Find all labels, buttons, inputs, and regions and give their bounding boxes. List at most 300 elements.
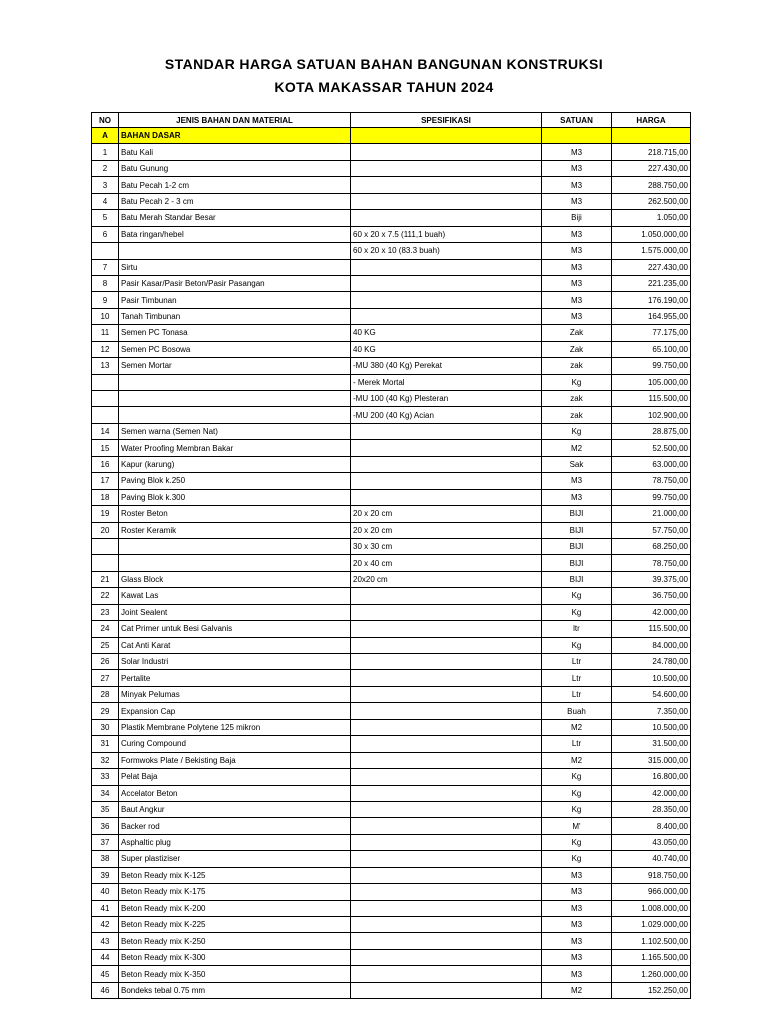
- row-number-cell: 44: [92, 949, 119, 965]
- table-row: [92, 571, 691, 587]
- row-number-cell: A: [92, 128, 119, 144]
- material-name-cell: Kawat Las: [119, 588, 351, 604]
- price-cell: 288.750,00: [612, 177, 691, 193]
- specification-cell: [351, 292, 542, 308]
- unit-cell: M': [542, 818, 612, 834]
- unit-cell: Kg: [542, 785, 612, 801]
- row-number-cell: 18: [92, 489, 119, 505]
- specification-cell: 20 x 20 cm: [351, 506, 542, 522]
- material-name-cell: Batu Kali: [119, 144, 351, 160]
- price-cell: 918.750,00: [612, 867, 691, 883]
- unit-cell: M2: [542, 440, 612, 456]
- row-number-cell: 35: [92, 801, 119, 817]
- material-name-cell: Tanah Timbunan: [119, 308, 351, 324]
- price-cell: 84.000,00: [612, 637, 691, 653]
- price-cell: 1.575.000,00: [612, 243, 691, 259]
- specification-cell: [351, 637, 542, 653]
- unit-cell: zak: [542, 358, 612, 374]
- unit-cell: Kg: [542, 604, 612, 620]
- row-number-cell: [92, 407, 119, 423]
- specification-cell: [351, 423, 542, 439]
- row-number-cell: 23: [92, 604, 119, 620]
- material-name-cell: [119, 555, 351, 571]
- row-number-cell: 21: [92, 571, 119, 587]
- price-cell: 10.500,00: [612, 670, 691, 686]
- table-row: [92, 949, 691, 965]
- material-name-cell: Pertalite: [119, 670, 351, 686]
- table-row: [92, 522, 691, 538]
- specification-cell: [351, 489, 542, 505]
- price-cell: 28.350,00: [612, 801, 691, 817]
- price-cell: 966.000,00: [612, 884, 691, 900]
- material-name-cell: Backer rod: [119, 818, 351, 834]
- specification-cell: 20 x 20 cm: [351, 522, 542, 538]
- row-number-cell: [92, 555, 119, 571]
- table-row: [92, 358, 691, 374]
- price-cell: 78.750,00: [612, 555, 691, 571]
- row-number-cell: [92, 374, 119, 390]
- row-number-cell: 1: [92, 144, 119, 160]
- price-cell: 63.000,00: [612, 456, 691, 472]
- material-name-cell: Paving Blok k.300: [119, 489, 351, 505]
- unit-cell: M2: [542, 752, 612, 768]
- price-cell: 221.235,00: [612, 275, 691, 291]
- table-row: [92, 325, 691, 341]
- material-name-cell: Batu Gunung: [119, 160, 351, 176]
- specification-cell: [351, 900, 542, 916]
- table-row: [92, 226, 691, 242]
- table-row: [92, 966, 691, 982]
- specification-cell: [351, 703, 542, 719]
- row-number-cell: 27: [92, 670, 119, 686]
- specification-cell: [351, 851, 542, 867]
- row-number-cell: 22: [92, 588, 119, 604]
- unit-cell: M3: [542, 900, 612, 916]
- material-name-cell: Joint Sealent: [119, 604, 351, 620]
- price-cell: 24.780,00: [612, 654, 691, 670]
- row-number-cell: 39: [92, 867, 119, 883]
- specification-cell: [351, 160, 542, 176]
- unit-cell: ltr: [542, 621, 612, 637]
- unit-cell: M3: [542, 193, 612, 209]
- unit-cell: M3: [542, 473, 612, 489]
- table-row: [92, 686, 691, 702]
- row-number-cell: 41: [92, 900, 119, 916]
- price-cell: 227.430,00: [612, 259, 691, 275]
- header-no: NO: [92, 113, 119, 128]
- material-name-cell: Super plastiziser: [119, 851, 351, 867]
- specification-cell: [351, 210, 542, 226]
- header-material-name: JENIS BAHAN DAN MATERIAL: [119, 113, 351, 128]
- table-row: [92, 785, 691, 801]
- unit-cell: M3: [542, 949, 612, 965]
- specification-cell: 20x20 cm: [351, 571, 542, 587]
- row-number-cell: 8: [92, 275, 119, 291]
- price-cell: 52.500,00: [612, 440, 691, 456]
- price-cell: 77.175,00: [612, 325, 691, 341]
- table-row: [92, 407, 691, 423]
- table-row: [92, 752, 691, 768]
- specification-cell: [351, 769, 542, 785]
- table-row: [92, 917, 691, 933]
- price-cell: 1.260.000,00: [612, 966, 691, 982]
- row-number-cell: 43: [92, 933, 119, 949]
- table-row: [92, 933, 691, 949]
- specification-cell: -MU 100 (40 Kg) Plesteran: [351, 391, 542, 407]
- table-row: [92, 144, 691, 160]
- material-name-cell: Batu Merah Standar Besar: [119, 210, 351, 226]
- material-name-cell: Formwoks Plate / Bekisting Baja: [119, 752, 351, 768]
- row-number-cell: 12: [92, 341, 119, 357]
- table-row: [92, 900, 691, 916]
- specification-cell: [351, 621, 542, 637]
- material-name-cell: Paving Blok k.250: [119, 473, 351, 489]
- unit-cell: Kg: [542, 851, 612, 867]
- row-number-cell: 9: [92, 292, 119, 308]
- price-cell: 1.050,00: [612, 210, 691, 226]
- specification-cell: 60 x 20 x 10 (83.3 buah): [351, 243, 542, 259]
- material-name-cell: Pelat Baja: [119, 769, 351, 785]
- price-cell: 31.500,00: [612, 736, 691, 752]
- unit-cell: zak: [542, 391, 612, 407]
- row-number-cell: 29: [92, 703, 119, 719]
- row-number-cell: 26: [92, 654, 119, 670]
- table-row: [92, 243, 691, 259]
- material-name-cell: Semen PC Tonasa: [119, 325, 351, 341]
- unit-cell: [542, 128, 612, 144]
- specification-cell: [351, 736, 542, 752]
- table-row: [92, 160, 691, 176]
- price-cell: 65.100,00: [612, 341, 691, 357]
- unit-cell: Zak: [542, 325, 612, 341]
- specification-cell: [351, 949, 542, 965]
- table-row: [92, 538, 691, 554]
- specification-cell: [351, 604, 542, 620]
- header-unit: SATUAN: [542, 113, 612, 128]
- row-number-cell: 40: [92, 884, 119, 900]
- price-cell: 10.500,00: [612, 719, 691, 735]
- specification-cell: [351, 588, 542, 604]
- table-row: [92, 391, 691, 407]
- row-number-cell: 45: [92, 966, 119, 982]
- material-name-cell: Beton Ready mix K-350: [119, 966, 351, 982]
- unit-cell: M3: [542, 226, 612, 242]
- specification-cell: [351, 686, 542, 702]
- row-number-cell: 24: [92, 621, 119, 637]
- price-cell: 1.102.500,00: [612, 933, 691, 949]
- material-name-cell: Beton Ready mix K-250: [119, 933, 351, 949]
- price-cell: 54.600,00: [612, 686, 691, 702]
- unit-cell: M3: [542, 259, 612, 275]
- material-name-cell: Curing Compound: [119, 736, 351, 752]
- price-table: [91, 112, 691, 999]
- table-row: [92, 736, 691, 752]
- row-number-cell: 19: [92, 506, 119, 522]
- price-cell: 99.750,00: [612, 489, 691, 505]
- unit-cell: Ltr: [542, 686, 612, 702]
- material-name-cell: Beton Ready mix K-175: [119, 884, 351, 900]
- material-name-cell: Pasir Kasar/Pasir Beton/Pasir Pasangan: [119, 275, 351, 291]
- material-name-cell: Bata ringan/hebel: [119, 226, 351, 242]
- material-name-cell: Cat Primer untuk Besi Galvanis: [119, 621, 351, 637]
- specification-cell: [351, 308, 542, 324]
- unit-cell: M2: [542, 982, 612, 998]
- row-number-cell: [92, 391, 119, 407]
- price-table-body: [92, 128, 691, 999]
- unit-cell: Buah: [542, 703, 612, 719]
- unit-cell: M3: [542, 243, 612, 259]
- table-row: [92, 341, 691, 357]
- specification-cell: 60 x 20 x 7.5 (111,1 buah): [351, 226, 542, 242]
- material-name-cell: Baut Angkur: [119, 801, 351, 817]
- row-number-cell: 38: [92, 851, 119, 867]
- unit-cell: BIJI: [542, 571, 612, 587]
- table-row: [92, 210, 691, 226]
- unit-cell: Ltr: [542, 736, 612, 752]
- specification-cell: [351, 177, 542, 193]
- table-row: [92, 801, 691, 817]
- unit-cell: M3: [542, 292, 612, 308]
- row-number-cell: 37: [92, 834, 119, 850]
- table-row: [92, 867, 691, 883]
- material-name-cell: Beton Ready mix K-300: [119, 949, 351, 965]
- row-number-cell: 3: [92, 177, 119, 193]
- unit-cell: zak: [542, 407, 612, 423]
- unit-cell: Kg: [542, 801, 612, 817]
- table-row: [92, 818, 691, 834]
- table-row: [92, 292, 691, 308]
- unit-cell: Sak: [542, 456, 612, 472]
- price-cell: 105.000,00: [612, 374, 691, 390]
- row-number-cell: 6: [92, 226, 119, 242]
- unit-cell: Kg: [542, 769, 612, 785]
- specification-cell: [351, 884, 542, 900]
- document-title: STANDAR HARGA SATUAN BAHAN BANGUNAN KONSTRUKSI: [164, 56, 604, 72]
- unit-cell: M3: [542, 917, 612, 933]
- price-cell: 7.350,00: [612, 703, 691, 719]
- material-name-cell: Sirtu: [119, 259, 351, 275]
- specification-cell: [351, 933, 542, 949]
- material-name-cell: Semen Mortar: [119, 358, 351, 374]
- price-cell: 42.000,00: [612, 604, 691, 620]
- price-cell: 1.165.500,00: [612, 949, 691, 965]
- table-row: [92, 637, 691, 653]
- table-row: [92, 703, 691, 719]
- material-name-cell: Water Proofing Membran Bakar: [119, 440, 351, 456]
- unit-cell: M3: [542, 867, 612, 883]
- specification-cell: [351, 473, 542, 489]
- specification-cell: [351, 275, 542, 291]
- table-row: [92, 719, 691, 735]
- material-name-cell: [119, 243, 351, 259]
- price-cell: 28.875,00: [612, 423, 691, 439]
- unit-cell: Kg: [542, 834, 612, 850]
- table-row: [92, 604, 691, 620]
- unit-cell: M3: [542, 489, 612, 505]
- material-name-cell: Plastik Membrane Polytene 125 mikron: [119, 719, 351, 735]
- price-cell: 115.500,00: [612, 621, 691, 637]
- price-cell: 68.250,00: [612, 538, 691, 554]
- price-cell: 40.740,00: [612, 851, 691, 867]
- specification-cell: 30 x 30 cm: [351, 538, 542, 554]
- unit-cell: Ltr: [542, 654, 612, 670]
- specification-cell: 20 x 40 cm: [351, 555, 542, 571]
- specification-cell: -MU 380 (40 Kg) Perekat: [351, 358, 542, 374]
- material-name-cell: Beton Ready mix K-225: [119, 917, 351, 933]
- unit-cell: M3: [542, 966, 612, 982]
- price-cell: 99.750,00: [612, 358, 691, 374]
- specification-cell: 40 KG: [351, 325, 542, 341]
- table-row: [92, 851, 691, 867]
- specification-cell: - Merek Mortal: [351, 374, 542, 390]
- row-number-cell: [92, 243, 119, 259]
- price-cell: 36.750,00: [612, 588, 691, 604]
- row-number-cell: 7: [92, 259, 119, 275]
- row-number-cell: 17: [92, 473, 119, 489]
- row-number-cell: 32: [92, 752, 119, 768]
- specification-cell: [351, 719, 542, 735]
- table-row: [92, 884, 691, 900]
- unit-cell: Kg: [542, 374, 612, 390]
- specification-cell: [351, 834, 542, 850]
- price-cell: 262.500,00: [612, 193, 691, 209]
- unit-cell: BIJI: [542, 522, 612, 538]
- unit-cell: BIJI: [542, 538, 612, 554]
- specification-cell: [351, 752, 542, 768]
- material-name-cell: [119, 407, 351, 423]
- price-cell: 43.050,00: [612, 834, 691, 850]
- table-row: [92, 506, 691, 522]
- material-name-cell: Glass Block: [119, 571, 351, 587]
- material-name-cell: Semen warna (Semen Nat): [119, 423, 351, 439]
- table-row: [92, 588, 691, 604]
- table-row: [92, 423, 691, 439]
- specification-cell: 40 KG: [351, 341, 542, 357]
- material-name-cell: Batu Pecah 2 - 3 cm: [119, 193, 351, 209]
- header-specification: SPESIFIKASI: [351, 113, 542, 128]
- table-row: [92, 193, 691, 209]
- specification-cell: [351, 818, 542, 834]
- row-number-cell: 42: [92, 917, 119, 933]
- price-table-header: [92, 113, 691, 128]
- table-row: [92, 982, 691, 998]
- material-name-cell: Bondeks tebal 0.75 mm: [119, 982, 351, 998]
- row-number-cell: 11: [92, 325, 119, 341]
- unit-cell: M3: [542, 177, 612, 193]
- table-row: [92, 177, 691, 193]
- unit-cell: Kg: [542, 637, 612, 653]
- row-number-cell: 33: [92, 769, 119, 785]
- document-subtitle: KOTA MAKASSAR TAHUN 2024: [274, 79, 494, 95]
- specification-cell: [351, 982, 542, 998]
- material-name-cell: Expansion Cap: [119, 703, 351, 719]
- table-row: [92, 555, 691, 571]
- specification-cell: [351, 456, 542, 472]
- material-name-cell: Semen PC Bosowa: [119, 341, 351, 357]
- material-name-cell: Asphaltic plug: [119, 834, 351, 850]
- table-row: [92, 621, 691, 637]
- row-number-cell: 16: [92, 456, 119, 472]
- price-cell: 42.000,00: [612, 785, 691, 801]
- price-cell: 1.008.000,00: [612, 900, 691, 916]
- material-name-cell: Beton Ready mix K-200: [119, 900, 351, 916]
- row-number-cell: 14: [92, 423, 119, 439]
- unit-cell: Kg: [542, 423, 612, 439]
- row-number-cell: 20: [92, 522, 119, 538]
- table-row: [92, 308, 691, 324]
- material-name-cell: [119, 374, 351, 390]
- price-cell: 315.000,00: [612, 752, 691, 768]
- material-name-cell: Minyak Pelumas: [119, 686, 351, 702]
- table-row: [92, 440, 691, 456]
- specification-cell: -MU 200 (40 Kg) Acian: [351, 407, 542, 423]
- unit-cell: M2: [542, 719, 612, 735]
- unit-cell: Biji: [542, 210, 612, 226]
- row-number-cell: 4: [92, 193, 119, 209]
- price-cell: 16.800,00: [612, 769, 691, 785]
- row-number-cell: 2: [92, 160, 119, 176]
- price-cell: 21.000,00: [612, 506, 691, 522]
- specification-cell: [351, 193, 542, 209]
- table-row: [92, 654, 691, 670]
- material-name-cell: [119, 391, 351, 407]
- specification-cell: [351, 785, 542, 801]
- specification-cell: [351, 867, 542, 883]
- price-cell: 176.190,00: [612, 292, 691, 308]
- table-row: [92, 473, 691, 489]
- price-cell: 57.750,00: [612, 522, 691, 538]
- specification-cell: [351, 440, 542, 456]
- table-row: [92, 670, 691, 686]
- row-number-cell: 13: [92, 358, 119, 374]
- row-number-cell: 10: [92, 308, 119, 324]
- specification-cell: [351, 917, 542, 933]
- price-cell: [612, 128, 691, 144]
- price-cell: 1.050.000,00: [612, 226, 691, 242]
- row-number-cell: 30: [92, 719, 119, 735]
- price-cell: 152.250,00: [612, 982, 691, 998]
- specification-cell: [351, 128, 542, 144]
- unit-cell: Zak: [542, 341, 612, 357]
- unit-cell: BIJI: [542, 555, 612, 571]
- table-row: [92, 259, 691, 275]
- material-name-cell: Batu Pecah 1-2 cm: [119, 177, 351, 193]
- unit-cell: M3: [542, 308, 612, 324]
- unit-cell: M3: [542, 144, 612, 160]
- row-number-cell: 31: [92, 736, 119, 752]
- table-row: [92, 834, 691, 850]
- material-name-cell: Solar Industri: [119, 654, 351, 670]
- material-name-cell: Roster Keramik: [119, 522, 351, 538]
- unit-cell: M3: [542, 933, 612, 949]
- material-name-cell: Kapur (karung): [119, 456, 351, 472]
- unit-cell: Kg: [542, 588, 612, 604]
- section-row: [92, 128, 691, 144]
- specification-cell: [351, 259, 542, 275]
- specification-cell: [351, 801, 542, 817]
- material-name-cell: BAHAN DASAR: [119, 128, 351, 144]
- material-name-cell: Roster Beton: [119, 506, 351, 522]
- unit-cell: BIJI: [542, 506, 612, 522]
- unit-cell: M3: [542, 275, 612, 291]
- specification-cell: [351, 670, 542, 686]
- table-row: [92, 374, 691, 390]
- row-number-cell: 15: [92, 440, 119, 456]
- specification-cell: [351, 966, 542, 982]
- header-price: HARGA: [612, 113, 691, 128]
- row-number-cell: 28: [92, 686, 119, 702]
- price-cell: 39.375,00: [612, 571, 691, 587]
